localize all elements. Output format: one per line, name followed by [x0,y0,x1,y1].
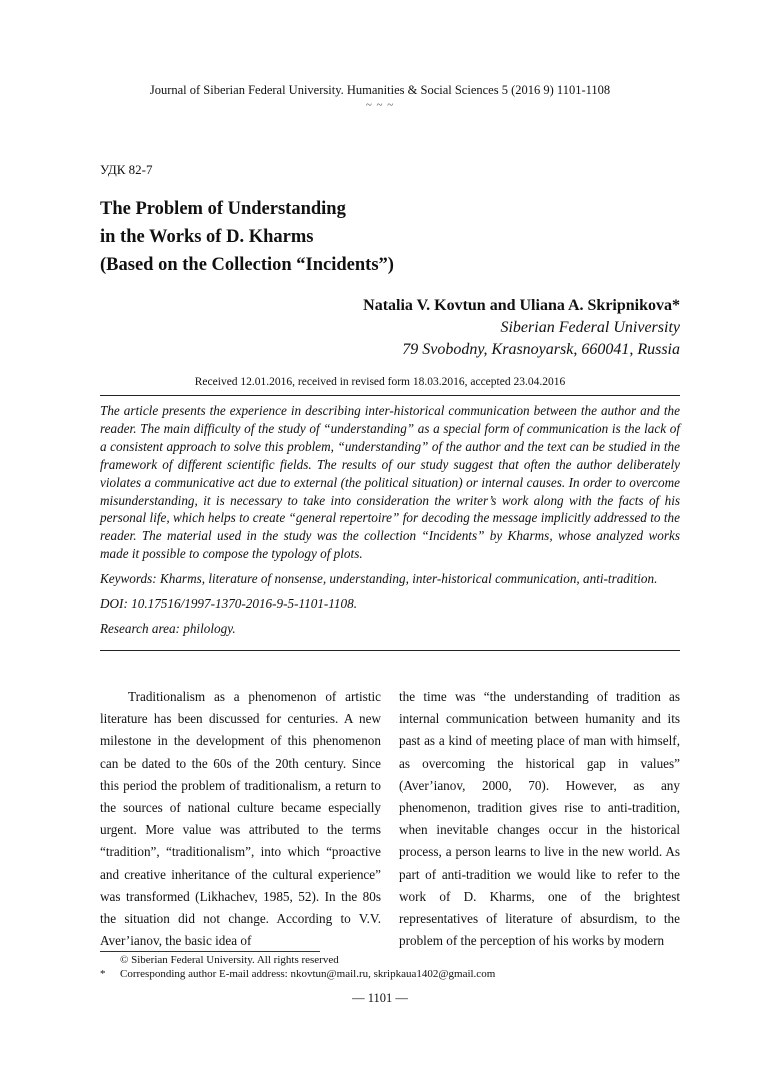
corresponding-author-text: Corresponding author E-mail address: nkovtun@mail.ru, skripkaua1402@gmail.com [120,968,496,980]
doi: DOI: 10.17516/1997-1370-2016-9-5-1101-1108. [100,596,357,612]
corresponding-author-note [100,967,680,981]
author-address: 79 Svobodny, Krasnoyarsk, 660041, Russia [402,341,680,358]
article-title [100,195,660,279]
abstract-bottom-rule [100,650,680,651]
title-line-3: (Based on the Collection “Incidents”) [100,255,394,275]
udk-code: УДК 82-7 [100,162,153,177]
footnote-star: * [100,968,106,980]
title-line-1: The Problem of Understanding [100,199,346,219]
page-number: — 1101 — [352,991,408,1005]
body-paragraph-continued: the time was “the understanding of tradition as internal communication between humanity and its past as a kind of meeting place of man with himself, as overcoming the historical gap in values” (Aver’ianov, 2000, 70). However, as any phenomenon, tradition gives rise to anti-tradition, when inevitable changes occur in the historical process, a person learns to live in the new world. As part of anti-tradition we would like to refer to the work of D. Kharms, one of the brightest representatives of literature of absurdism, to the problem of the perception of his works by modern [399,689,680,949]
header-ornament: ~ ~ ~ [365,99,395,111]
copyright-note [100,953,680,967]
author-names: Natalia V. Kovtun and Uliana A. Skripnikova* [363,297,680,314]
author-affiliation: Siberian Federal University [500,319,680,336]
keywords: Keywords: Kharms, literature of nonsense, understanding, inter-historical communication, anti-tradition. [100,571,658,587]
received-dates: Received 12.01.2016, received in revised form 18.03.2016, accepted 23.04.2016 [194,376,566,388]
footnotes [100,953,680,981]
abstract-text: The article presents the experience in describing inter-historical communication between the author and the reader. The main difficulty of the study of “understanding” as a special form of communication is the lack of a consistent approach to solve this problem, “understanding” of the author and the text can be studied in the framework of different scientific fields. The results of our study suggest that often the author deliberately violates a communicative act due to external (the political situation) or internal causes. In order to overcome misunderstanding, it is necessary to take into consideration the writer’s work along with the facts of his personal life, which helps to create “general repertoire” for decoding the message implicitly addressed to the reader. The material used in the study was the collection “Incidents” by Kharms, whose analyzed works made it possible to compose the typology of plots. [100,403,680,562]
body-column-right [399,686,680,952]
footnote-rule [100,951,320,952]
copyright-text: © Siberian Federal University. All rights reserved [120,954,339,966]
author-block [363,295,680,361]
journal-header: Journal of Siberian Federal University. Humanities & Social Sciences 5 (2016 9) 1101-1108 [149,83,611,97]
title-line-2: in the Works of D. Kharms [100,227,314,247]
research-area: Research area: philology. [100,620,236,636]
body-column-left [100,686,381,952]
abstract-top-rule [100,395,680,396]
body-paragraph: Traditionalism as a phenomenon of artistic literature has been discussed for centuries. A new milestone in the development of this phenomenon can be dated to the 60s of the 20th century. Since this period the problem of traditionalism, a return to the sources of national culture became especially urgent. More value was attributed to the terms “tradition”, “traditionalism”, into which “proactive and creative inheritance of the cultural experience” was transformed (Likhachev, 1985, 52). In the 80s the situation did not change. According to V.V. Aver’ianov, the basic idea of [100,689,381,949]
abstract-block [100,402,680,645]
